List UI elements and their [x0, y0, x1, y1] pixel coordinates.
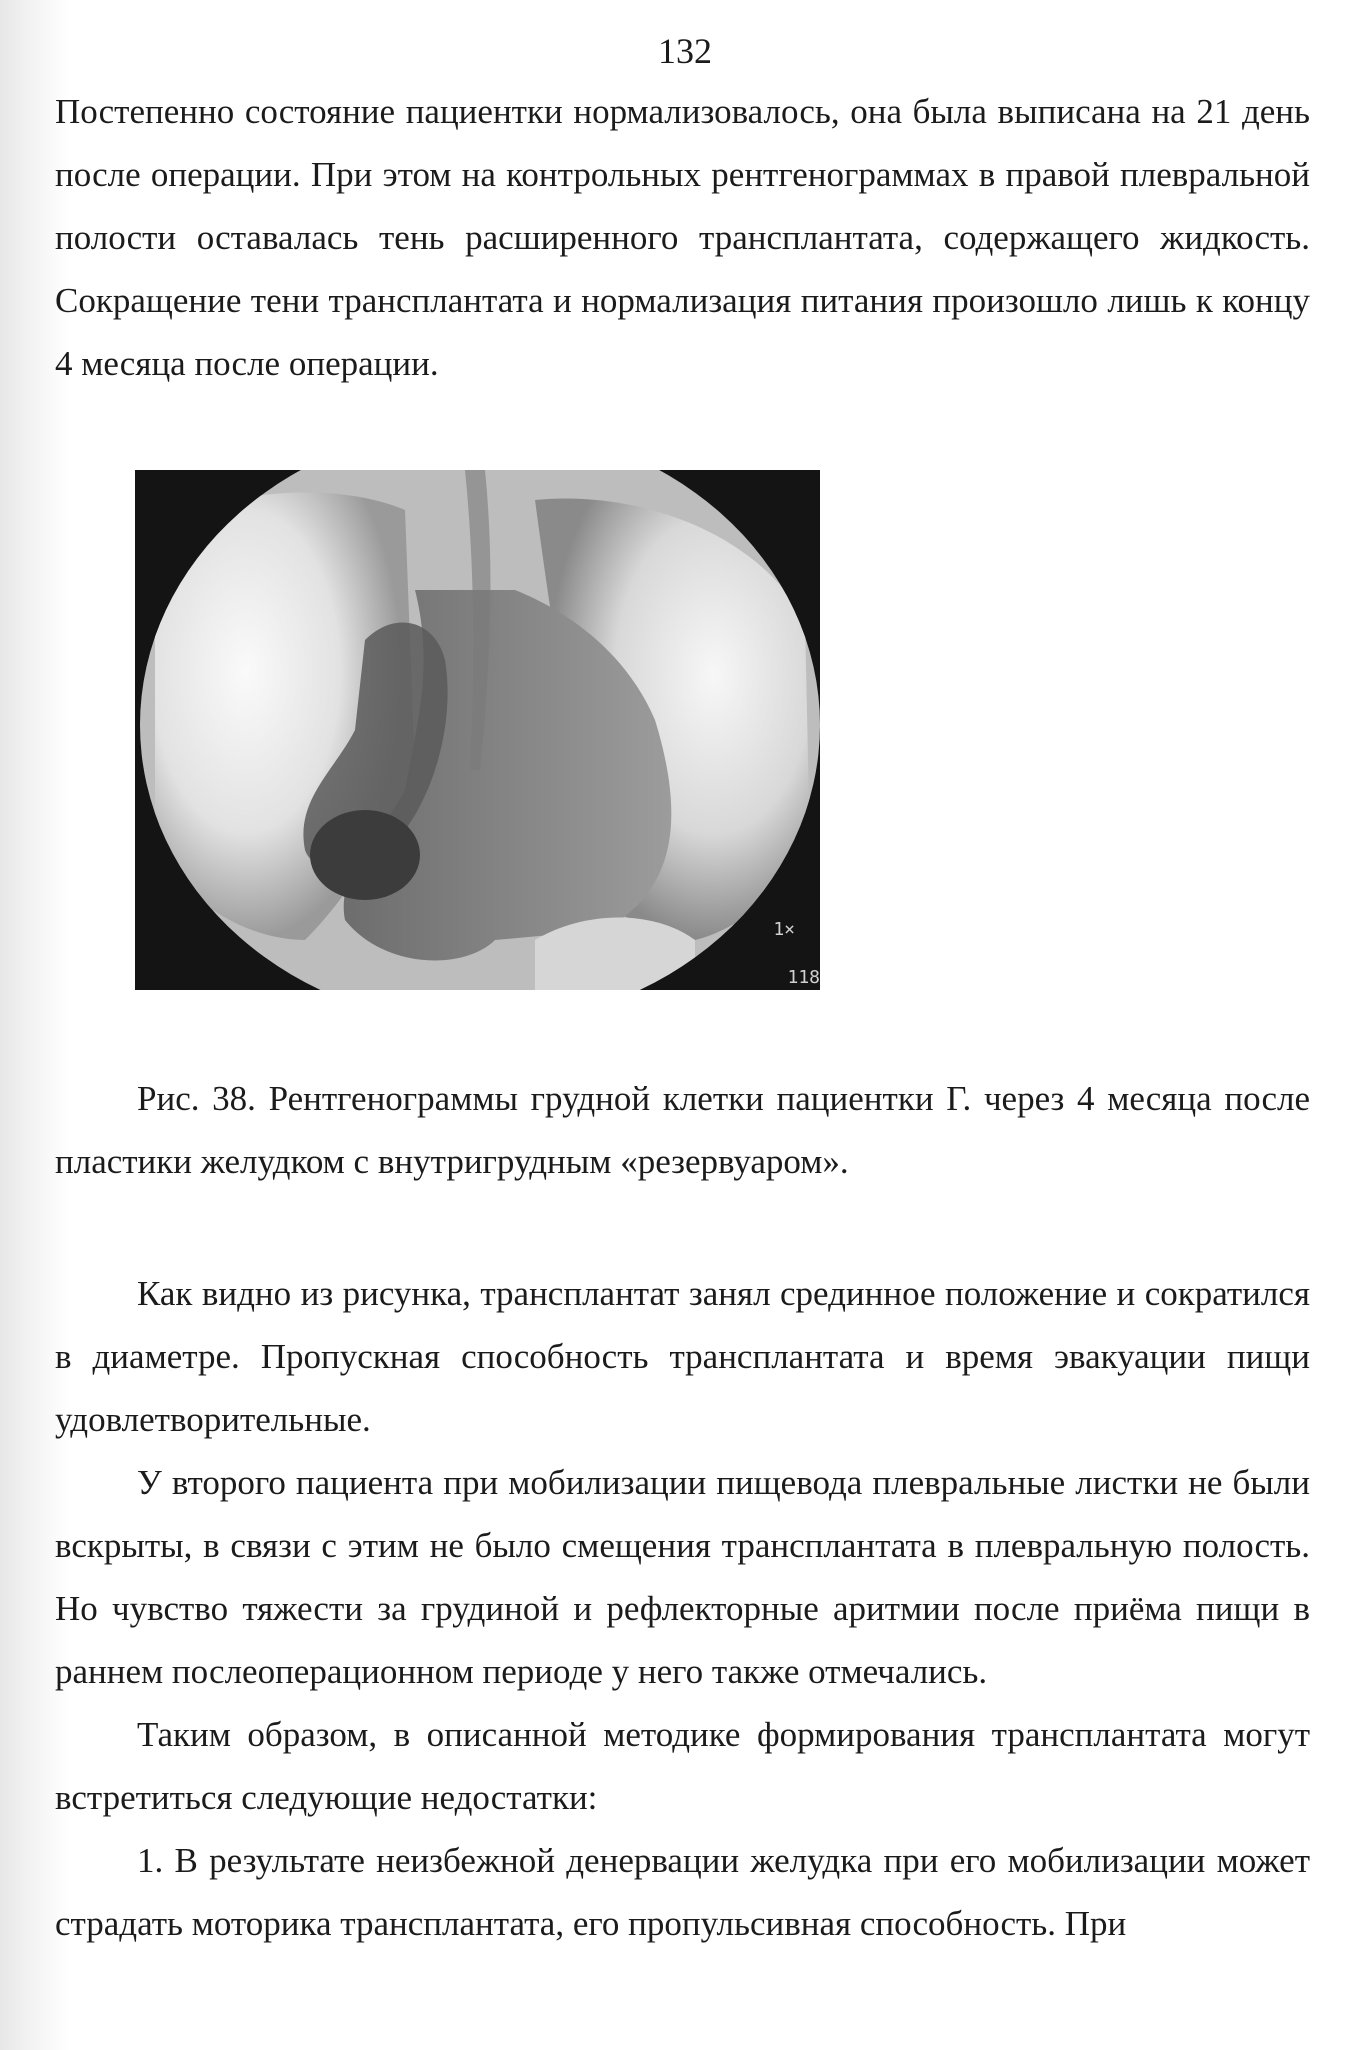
page-number: 132 — [658, 31, 712, 71]
chest-xray-illustration — [135, 470, 820, 990]
paragraph: Таким образом, в описанной методике формирования трансплантата могут встретиться следующие недостатки: — [55, 1715, 1310, 1817]
paragraph: 1. В результате неизбежной денервации желудка при его мобилизации может страдать моторика трансплантата, его пропульсивная способность. При — [55, 1841, 1310, 1943]
xray-overlay-label-1: 1× — [773, 919, 795, 940]
xray-overlay-label-2: 118 — [787, 967, 820, 988]
paragraph: Постепенно состояние пациентки нормализовалось, она была выписана на 21 день после операции. При этом на контрольных рентгенограммах в правой плевральной полости оставалась тень расширенного трансплантата, содержащего жидкость. Сокращение тени трансплантата и нормализация питания произошло лишь к концу 4 месяца после операции. — [55, 92, 1310, 383]
xray-image — [135, 470, 820, 990]
paragraph: У второго пациента при мобилизации пищевода плевральные листки не были вскрыты, в связи с этим не было смещения трансплантата в плевральную полость. Но чувство тяжести за грудиной и рефлекторные аритмии после приёма пищи в раннем послеоперационном периоде у него также отмечались. — [55, 1463, 1310, 1691]
paragraph: Как видно из рисунка, трансплантат занял срединное положение и сократился в диаметре. Пропускная способность трансплантата и время эвакуации пищи удовлетворительные. — [55, 1274, 1310, 1439]
text-block-bottom — [55, 1262, 1310, 1955]
figure-caption — [55, 1067, 1310, 1193]
figure-caption-text: Рис. 38. Рентгенограммы грудной клетки пациентки Г. через 4 месяца после пластики желудком с внутригрудным «резервуаром». — [55, 1079, 1310, 1181]
text-block-top — [55, 80, 1310, 395]
